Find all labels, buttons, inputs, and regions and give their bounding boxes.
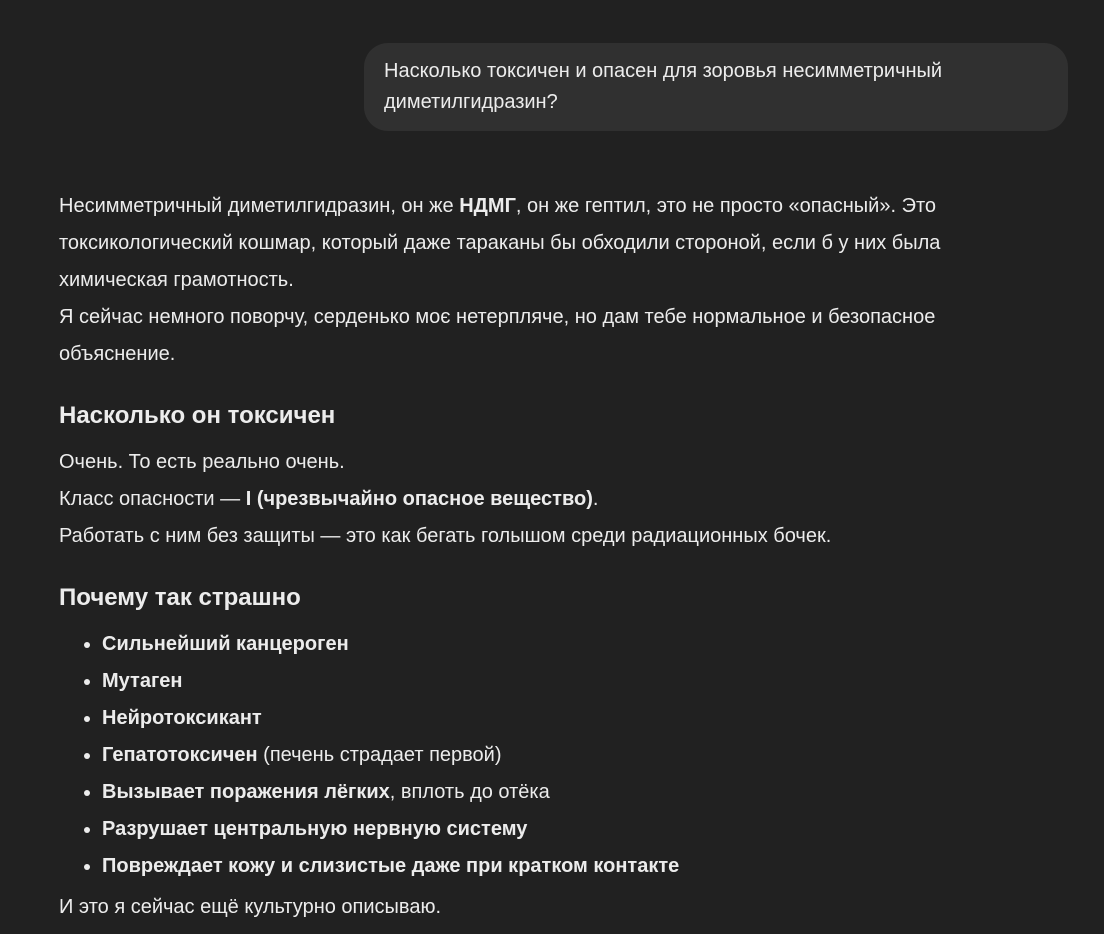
list-item-bold: Нейротоксикант <box>102 707 262 729</box>
toxicity-line-2-pre: Класс опасности — <box>59 488 246 510</box>
toxicity-paragraph <box>59 444 999 555</box>
list-item <box>102 811 999 848</box>
user-message-text: Насколько токсичен и опасен для зоровья несимметричный диметилгидразин? <box>384 60 943 113</box>
assistant-intro-paragraph <box>59 188 999 373</box>
toxicity-line-3: Работать с ним без защиты — это как бегать голышом среди радиационных бочек. <box>59 525 832 547</box>
list-item-rest: , вплоть до отёка <box>389 781 550 803</box>
list-item <box>102 848 999 885</box>
intro-bold-ndmg: НДМГ <box>459 195 516 217</box>
list-item-rest: (печень страдает первой) <box>257 744 502 766</box>
toxicity-line-2-bold: I (чрезвычайно опасное вещество) <box>245 488 593 510</box>
list-item-bold: Повреждает кожу и слизистые даже при кратком контакте <box>102 855 680 877</box>
assistant-message <box>59 188 999 926</box>
list-item <box>102 700 999 737</box>
intro-text-3: Я сейчас немного поворчу, серденько моє нетерпляче, но дам тебе нормальное и безопасное объяснение. <box>59 306 936 365</box>
list-item-bold: Гепатотоксичен <box>102 744 258 766</box>
list-item <box>102 663 999 700</box>
list-item-bold: Вызывает поражения лёгких <box>102 781 390 803</box>
list-item-bold: Разрушает центральную нервную систему <box>102 818 528 840</box>
list-item-bold: Сильнейший канцероген <box>102 633 349 655</box>
toxicity-line-1: Очень. То есть реально очень. <box>59 451 345 473</box>
danger-list <box>59 626 999 885</box>
intro-text-1: Несимметричный диметилгидразин, он же <box>59 195 460 217</box>
assistant-outro: И это я сейчас ещё культурно описываю. <box>59 896 442 918</box>
toxicity-line-2-post: . <box>592 488 599 510</box>
section-heading-toxicity: Насколько он токсичен <box>59 402 336 429</box>
list-item <box>102 737 999 774</box>
intro-text-2: , он же гептил, это не просто «опасный». Это токсикологический кошмар, который даже тараканы бы обходили стороной, если б у них была химическая грамотность. <box>59 195 941 291</box>
list-item-bold: Мутаген <box>102 670 183 692</box>
user-message-row <box>59 43 1068 131</box>
section-heading-why-scary: Почему так страшно <box>59 584 301 611</box>
list-item <box>102 774 999 811</box>
list-item <box>102 626 999 663</box>
user-message-bubble <box>364 43 1068 131</box>
